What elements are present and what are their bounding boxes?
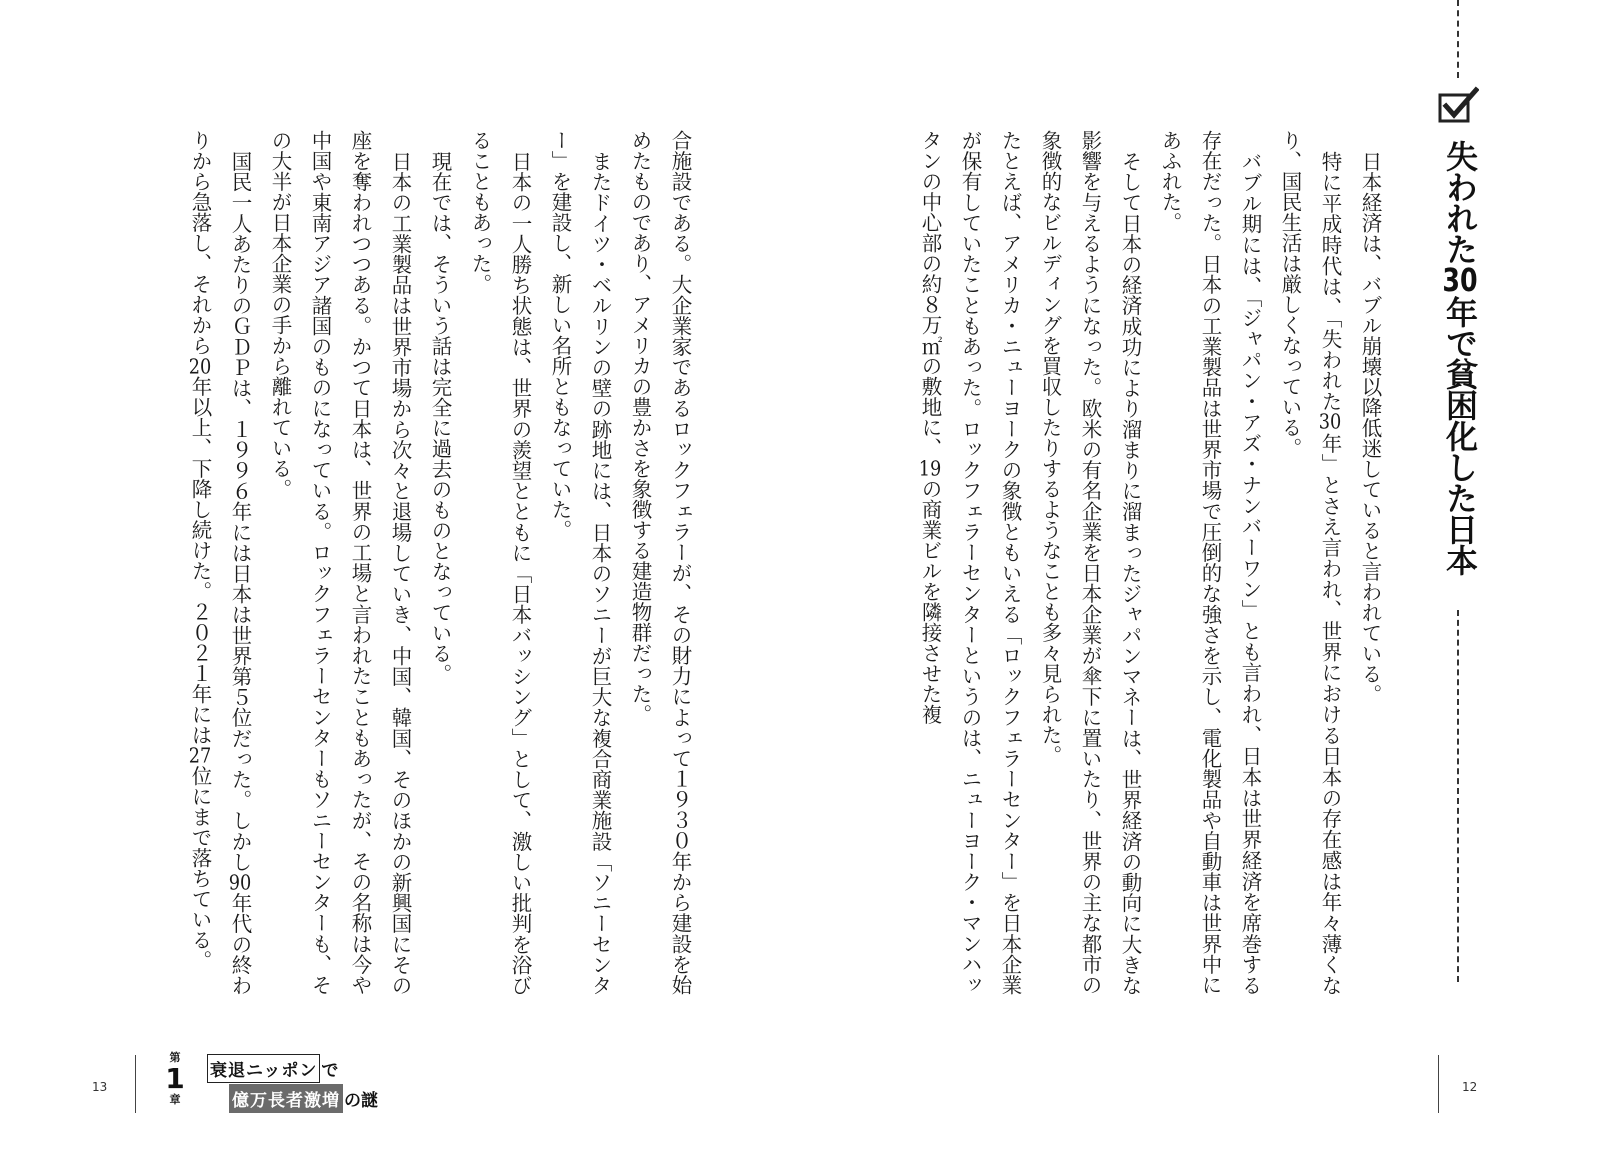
footer-divider-left xyxy=(135,1055,136,1113)
running-head-tail: で xyxy=(321,1061,339,1081)
body-paragraph xyxy=(620,130,700,995)
text-run: 年代の終わりから急落し、それから xyxy=(188,130,252,995)
text-run: 現在では、そういう話は完全に過去のものとなっている。 xyxy=(428,150,452,684)
title-dashed-rule-top xyxy=(1457,0,1459,78)
text-run: バブル期には、「ジャパン・アズ・ナンバーワン」とも言われ、日本は世界経済を席巻する存在だった。日本の工業製品は世界市場で圧倒的な強さを示し、電化製品や自動車は世界中にあふれた。 xyxy=(1158,130,1262,996)
text-run: またドイツ・ベルリンの壁の跡地には、日本のソニーが巨大な複合商業施設「ソニーセンター」を建設し、新しい名所ともなっていた。 xyxy=(548,130,612,995)
body-paragraph xyxy=(1350,130,1390,995)
text-run: 日本の一人勝ち状態は、世界の羨望とともに「日本バッシング」として、激しい批判を浴びることもあった。 xyxy=(468,130,532,995)
right-page-body-text xyxy=(918,130,1390,996)
chapter-mark xyxy=(160,1052,190,1106)
checkbox-icon xyxy=(1437,86,1479,126)
text-run: 年」とさえ言われ、世界における日本の存在感は年々薄くなり、国民生活は厳しくなっている。 xyxy=(1278,130,1342,995)
running-head-tail: の謎 xyxy=(344,1091,378,1111)
inline-number: 19 xyxy=(918,458,942,479)
section-title-number: 30 xyxy=(1442,264,1478,296)
body-paragraph xyxy=(1030,130,1150,995)
text-run: 日本経済は、バブル崩壊以降低迷していると言われている。 xyxy=(1358,150,1382,704)
body-paragraph xyxy=(1270,130,1350,995)
body-paragraph xyxy=(180,130,260,995)
running-head-line2 xyxy=(229,1084,378,1113)
text-run: 合施設である。大企業家であるロックフェラーが、その財力によって１９３０年から建設を始めたものであり、アメリカの豊かさを象徴する建造物群だった。 xyxy=(628,130,692,995)
body-paragraph xyxy=(260,130,420,995)
section-title xyxy=(1440,140,1480,575)
body-paragraph xyxy=(540,130,620,995)
body-paragraph xyxy=(460,130,540,995)
running-head-line1 xyxy=(207,1054,338,1083)
text-run: の商業ビルを隣接させた複 xyxy=(918,478,942,725)
left-page-body-text xyxy=(140,130,700,995)
title-dashed-rule-bottom xyxy=(1457,610,1459,982)
footer-divider-right xyxy=(1438,1055,1439,1113)
chapter-number: 1 xyxy=(165,1062,185,1095)
text-run: 日本の工業製品は世界市場から次々と退場していき、中国、韓国、そのほかの新興国にその座を奪われつつある。かつて日本は、世界の工場と言われたこともあったが、その名称は今や中国や東南アジア諸国のものになっている。ロックフェラーセンターもソニーセンターも、その大半が日本企業の手から離れている。 xyxy=(268,130,412,995)
body-paragraph xyxy=(910,130,1030,995)
page-number-left: 13 xyxy=(92,1080,108,1094)
page-number-right: 12 xyxy=(1462,1080,1478,1094)
chapter-prefix: 第 xyxy=(169,1051,181,1064)
inline-number: 90 xyxy=(228,871,252,892)
inline-number: 30 xyxy=(1318,411,1342,432)
inline-number: 27 xyxy=(188,745,212,766)
section-title-part: 年で貧困化した日本 xyxy=(1441,296,1479,575)
text-run: たとえば、アメリカ・ニューヨークの象徴ともいえる「ロックフェラーセンター」を日本企業が保有していたこともあった。ロックフェラーセンターというのは、ニューヨーク・マンハッタンの中心部の約８万㎡の敷地に、 xyxy=(918,130,1022,995)
running-head-boxed-text: 衰退ニッポン xyxy=(207,1054,320,1083)
text-run: そして日本の経済成功により溜まりに溜まったジャパンマネーは、世界経済の動向に大きな影響を与えるようになった。欧米の有名企業を日本企業が傘下に置いたり、世界の主な都市の象徴的なビルディングを買収したりするようなことも多々見られた。 xyxy=(1038,130,1142,995)
text-run: 特に平成時代は、「失われた xyxy=(1318,150,1342,412)
text-run: 年以上、下降し続けた。２０２１年には xyxy=(188,376,212,745)
body-paragraph xyxy=(420,130,460,995)
chapter-suffix: 章 xyxy=(169,1093,181,1106)
text-run: 国民一人あたりのＧＤＰは、１９９６年には日本は世界第５位だった。しかし xyxy=(228,150,252,872)
inline-number: 20 xyxy=(188,355,212,376)
section-title-part: 失われた xyxy=(1441,140,1479,264)
running-head-highlighted-text: 億万長者激増 xyxy=(229,1084,343,1113)
text-run: 位にまで落ちている。 xyxy=(188,765,212,971)
body-paragraph xyxy=(1150,130,1270,995)
